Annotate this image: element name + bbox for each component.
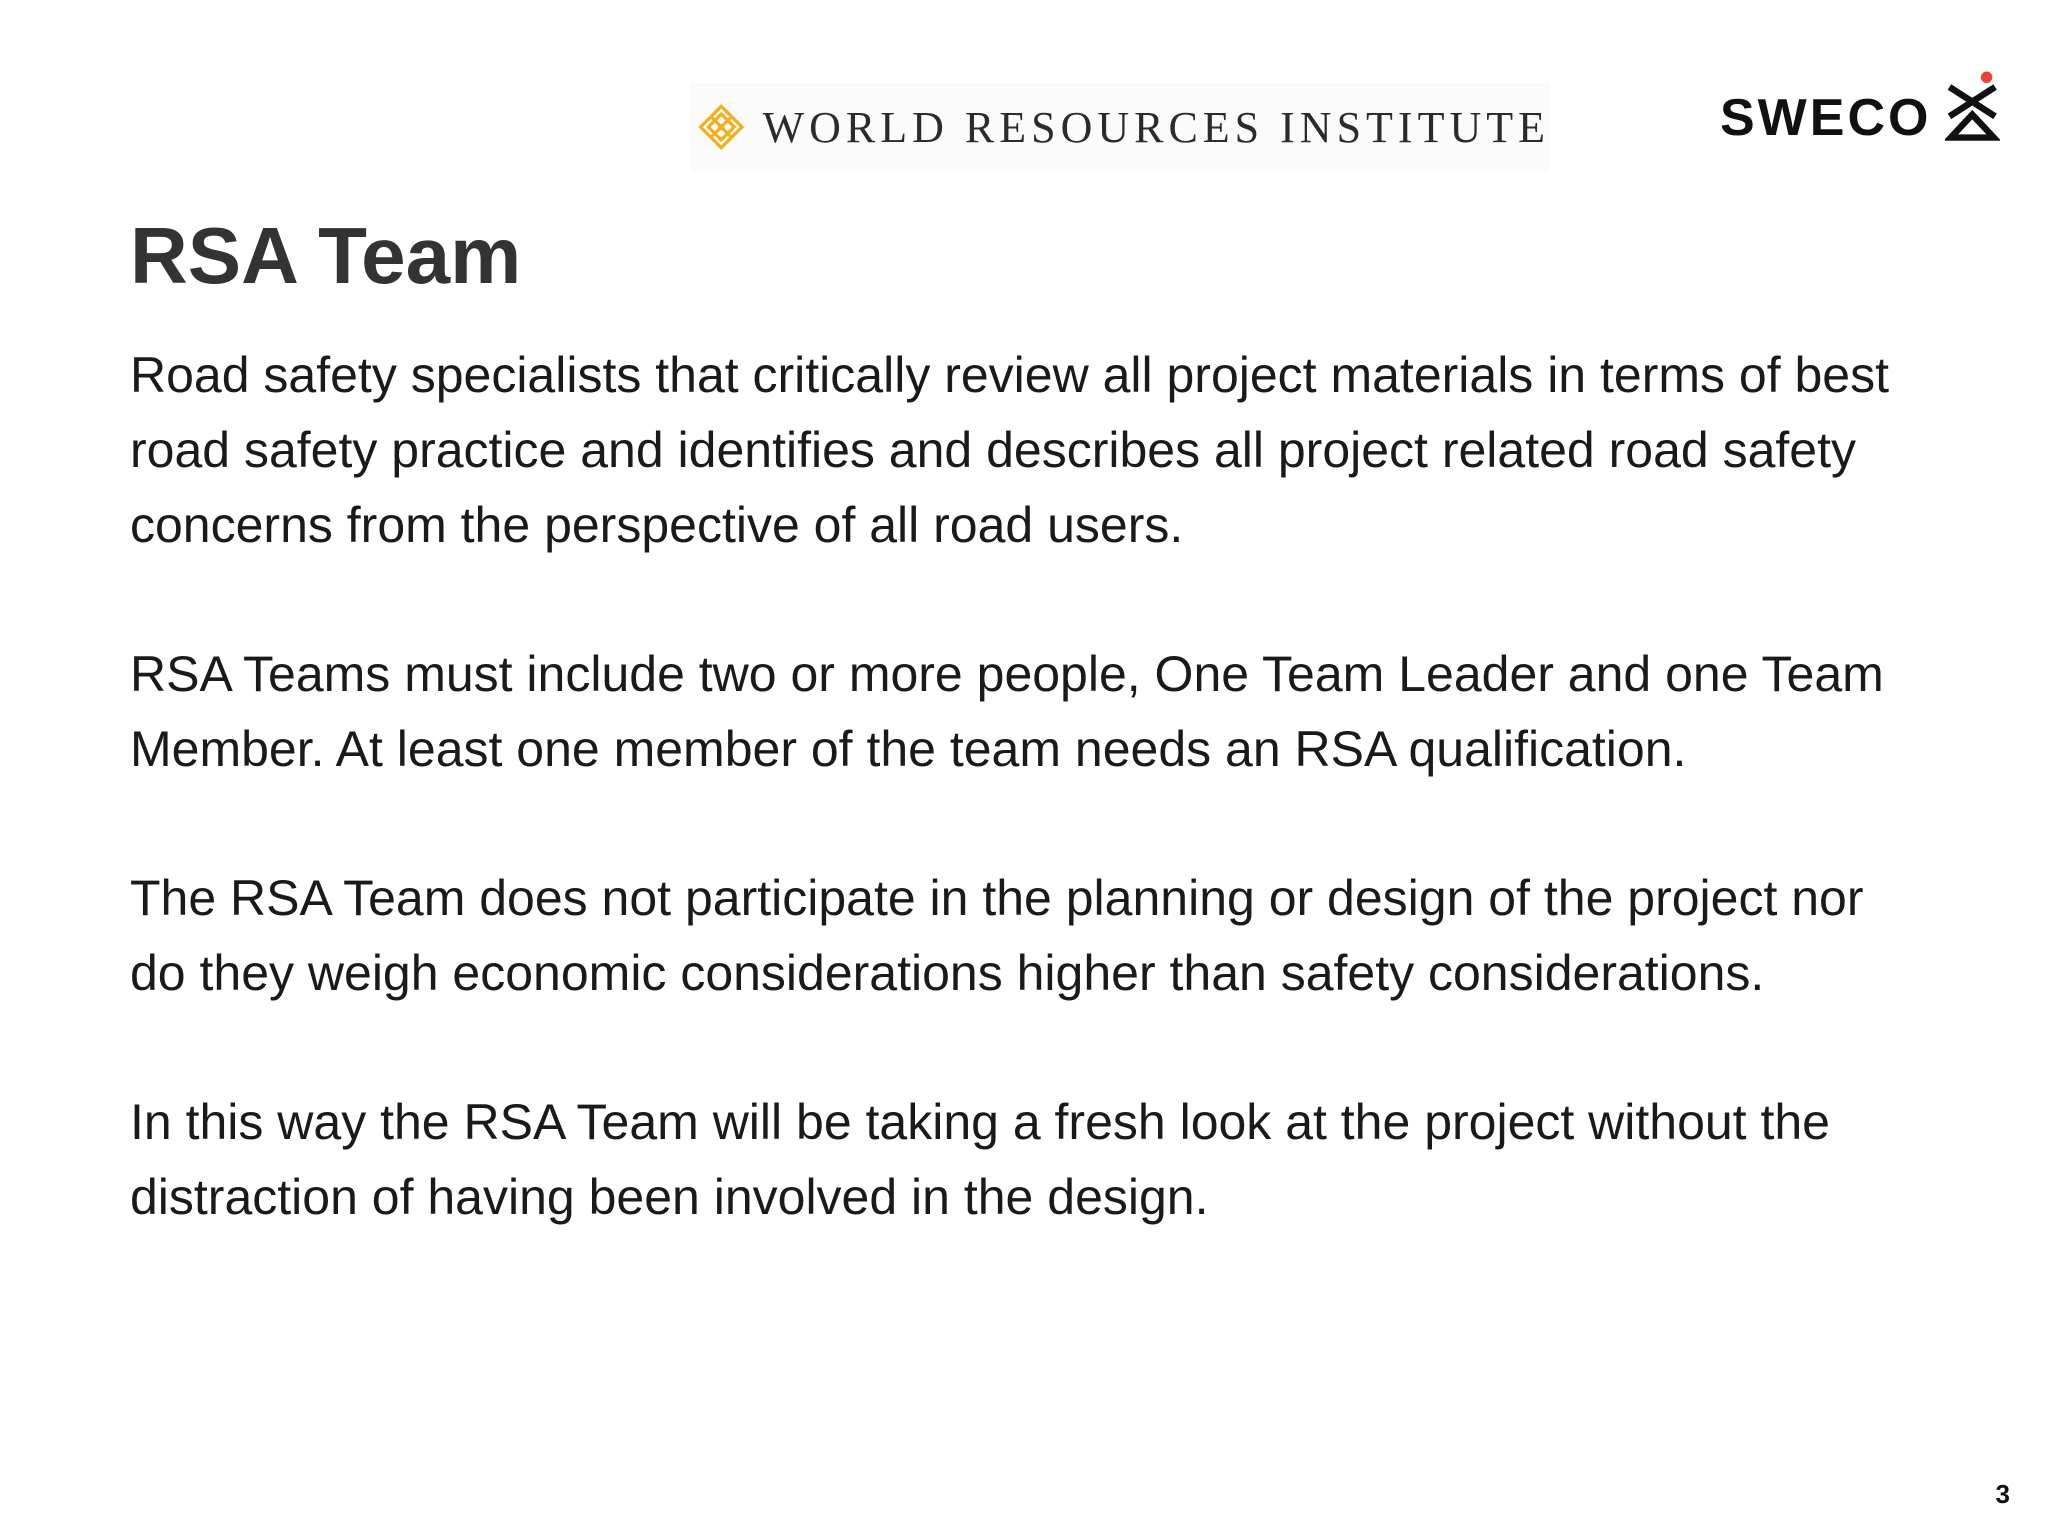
sweco-logo-text: SWECO [1720, 89, 1932, 147]
page-number: 3 [1995, 1479, 2010, 1509]
sweco-mark-icon [1945, 56, 2000, 156]
wri-logo-text: WORLD RESOURCES INSTITUTE [762, 102, 1550, 152]
slide-body [130, 338, 1930, 1309]
wri-mark-icon [698, 91, 745, 163]
sweco-logo [1720, 56, 2000, 156]
paragraph-independence: The RSA Team does not participate in the planning or design of the project nor do they weigh economic considerations higher than safety considerations. [130, 870, 1864, 1001]
paragraph-fresh-look: In this way the RSA Team will be taking a fresh look at the project without the distraction of having been involved in the design. [130, 1094, 1830, 1225]
wri-logo [690, 82, 1550, 172]
slide-title: RSA Team [130, 211, 522, 300]
paragraph-rsa-definition: Road safety specialists that critically review all project materials in terms of best road safety practice and identifies and describes all project related road safety concerns from the perspective of all road users. [130, 347, 1889, 553]
paragraph-team-composition: RSA Teams must include two or more people, One Team Leader and one Team Member. At least one member of the team needs an RSA qualification. [130, 646, 1884, 777]
